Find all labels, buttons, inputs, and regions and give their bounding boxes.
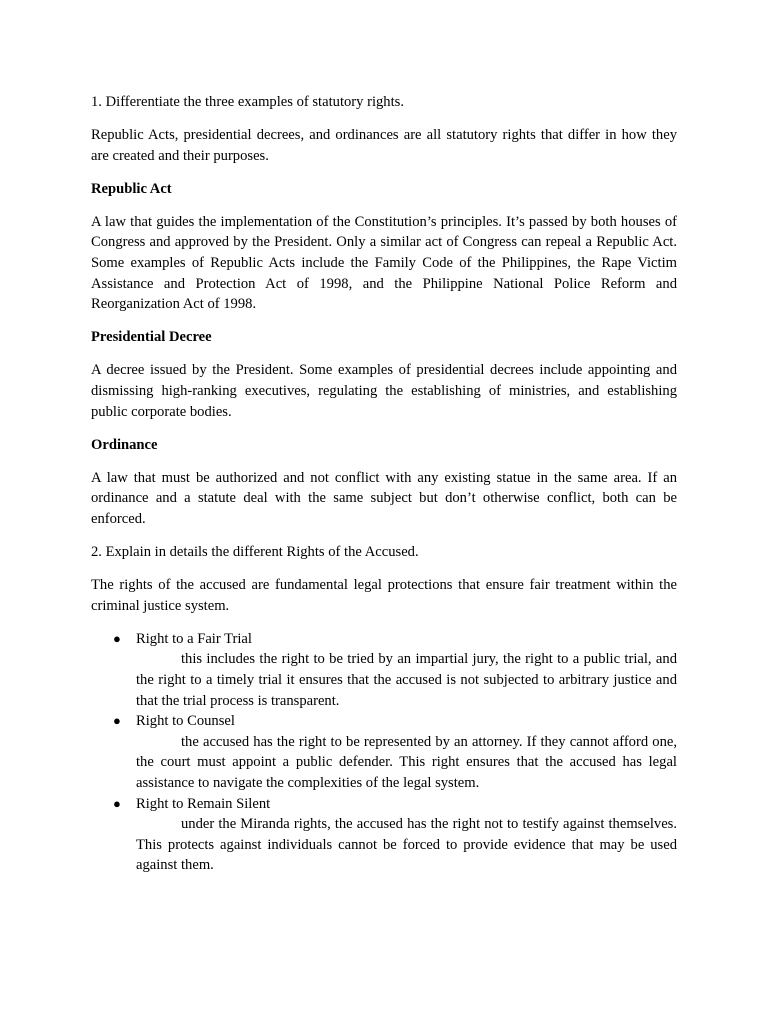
rights-list <box>91 629 677 876</box>
right-title: Right to Remain Silent <box>136 795 271 812</box>
document-page <box>91 92 677 876</box>
bullet-icon: ● <box>113 630 121 646</box>
right-description: the accused has the right to be represented by an attorney. If they cannot afford one, the court must appoint a public defender. This right ensures that the accused has legal assistance to navigate the complexities of the legal system. <box>136 733 677 792</box>
section-heading-republic-act: Republic Act <box>91 180 172 197</box>
right-title: Right to Counsel <box>136 713 235 730</box>
section-body-ordinance: A law that must be authorized and not conflict with any existing statue in the same area. If an ordinance and a statute deal with the same subject but don’t otherwise conflict, both can be enforced. <box>91 469 677 527</box>
bullet-icon: ● <box>113 713 121 729</box>
question-2-intro: The rights of the accused are fundamental legal protections that ensure fair treatment within the criminal justice system. <box>91 577 677 614</box>
list-item <box>113 794 677 876</box>
list-item <box>113 629 677 711</box>
question-1: 1. Differentiate the three examples of statutory rights. <box>91 94 404 110</box>
right-description: under the Miranda rights, the accused has the right not to testify against themselves. This protects against individuals cannot be forced to provide evidence that may be used against them. <box>136 816 677 874</box>
section-heading-presidential-decree: Presidential Decree <box>91 329 212 346</box>
question-1-intro: Republic Acts, presidential decrees, and ordinances are all statutory rights that differ in how they are created and their purposes. <box>91 127 677 164</box>
section-heading-ordinance: Ordinance <box>91 436 158 453</box>
right-description: this includes the right to be tried by an impartial jury, the right to a public trial, and the right to a timely trial it ensures that the accused is not subjected to arbitrary justice and that the trial process is transparent. <box>136 651 677 709</box>
section-body-presidential-decree: A decree issued by the President. Some examples of presidential decrees include appointing and dismissing high-ranking executives, regulating the establishing of ministries, and establishing public corporate bodies. <box>91 362 677 420</box>
bullet-icon: ● <box>113 795 121 811</box>
list-item <box>113 711 677 793</box>
question-2: 2. Explain in details the different Rights of the Accused. <box>91 544 419 561</box>
section-body-republic-act: A law that guides the implementation of the Constitution’s principles. It’s passed by both houses of Congress and approved by the President. Only a similar act of Congress can repeal a Republic Act. Some examples of Republic Acts include the Family Code of the Philippines, the Rape Victim Assistance and Protection Act of 1998, and the Philippine National Police Reform and Reorganization Act of 1998. <box>91 213 677 313</box>
right-title: Right to a Fair Trial <box>136 630 252 647</box>
